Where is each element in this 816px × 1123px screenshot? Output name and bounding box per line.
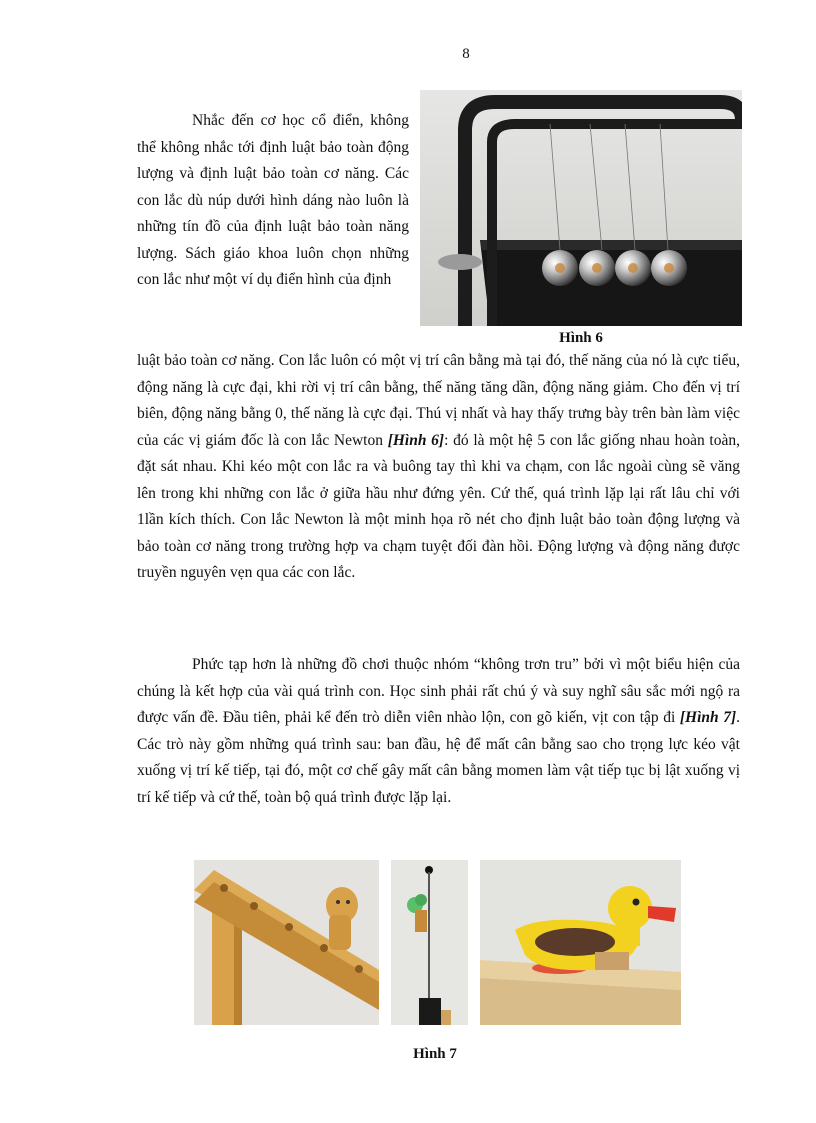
- paragraph-intro: Nhắc đến cơ học cổ điển, không thể không nhắc tới định luật bảo toàn động lượng và định luật bảo toàn cơ năng. Các con lắc dù núp dưới hình dáng nào luôn là những tín đồ của định luật bảo toàn năng lượng. Sách giáo khoa luôn chọn những con lắc như một ví dụ điển hình của định: [137, 112, 409, 288]
- figure-7-caption: Hình 7: [413, 1046, 457, 1062]
- duck-toy-photo: [480, 860, 681, 1025]
- figure-7-reference: [Hình 7]: [679, 709, 737, 726]
- newton-cradle-photo: [420, 90, 742, 326]
- paragraph-toys: [137, 652, 740, 811]
- newton-text-part1: luật bảo toàn cơ năng. Con lắc luôn có một vị trí cân bằng mà tại đó, thế năng của nó là cực tiểu, động năng là cực đại, khi rời vị trí cân bằng, thế năng tăng dần, động năng giảm. Cho đến vị trí biên, động năng bằng 0, thế năng là cực đại. Thú vị nhất và hay thấy trưng bày trên bàn làm việc của các vị giám đốc là con lắc Newton: [137, 352, 740, 449]
- figure-6-caption: Hình 6: [559, 330, 603, 346]
- page-number: 8: [462, 46, 470, 62]
- climbing-toy-photo: [391, 860, 468, 1025]
- toys-text-part1: Phức tạp hơn là những đồ chơi thuộc nhóm “không trơn tru” bởi vì một biểu hiện của chúng là kết hợp của vài quá trình con. Học sinh phải rất chú ý và suy nghĩ sâu sắc mới ngộ ra được vấn đề. Đầu tiên, phải kể đến trò diễn viên nhào lộn, con gõ kiến, vịt con tập đi: [137, 656, 740, 726]
- newton-text-part2: : đó là một hệ 5 con lắc giống nhau hoàn toàn, đặt sát nhau. Khi kéo một con lắc ra và buông tay thì khi va chạm, con lắc ngoài cùng sẽ văng lên trong khi những con lắc ở giữa hầu như đứng yên. Cứ thế, quá trình lặp lại rất lâu chỉ với 1lần kích thích. Con lắc Newton là một minh họa rõ nét cho định luật bảo toàn động lượng và bảo toàn cơ năng trong trường hợp va chạm tuyệt đối đàn hồi. Động lượng và động năng được truyền nguyên vẹn qua các con lắc.: [137, 431, 740, 581]
- figure-6-reference: [Hình 6]: [387, 431, 445, 449]
- toys-text-part2: . Các trò này gồm những quá trình sau: ban đầu, hệ để mất cân bằng sao cho trọng lực kéo vật xuống vị trí kế tiếp, tại đó, một cơ chế gây mất cân bằng momen làm vật tiếp tục bị lật xuống vị trí kế tiếp và cứ thế, toàn bộ quá trình được lặp lại.: [137, 709, 740, 806]
- paragraph-newton-cradle: [137, 348, 740, 587]
- woodpecker-toy-photo: [194, 860, 379, 1025]
